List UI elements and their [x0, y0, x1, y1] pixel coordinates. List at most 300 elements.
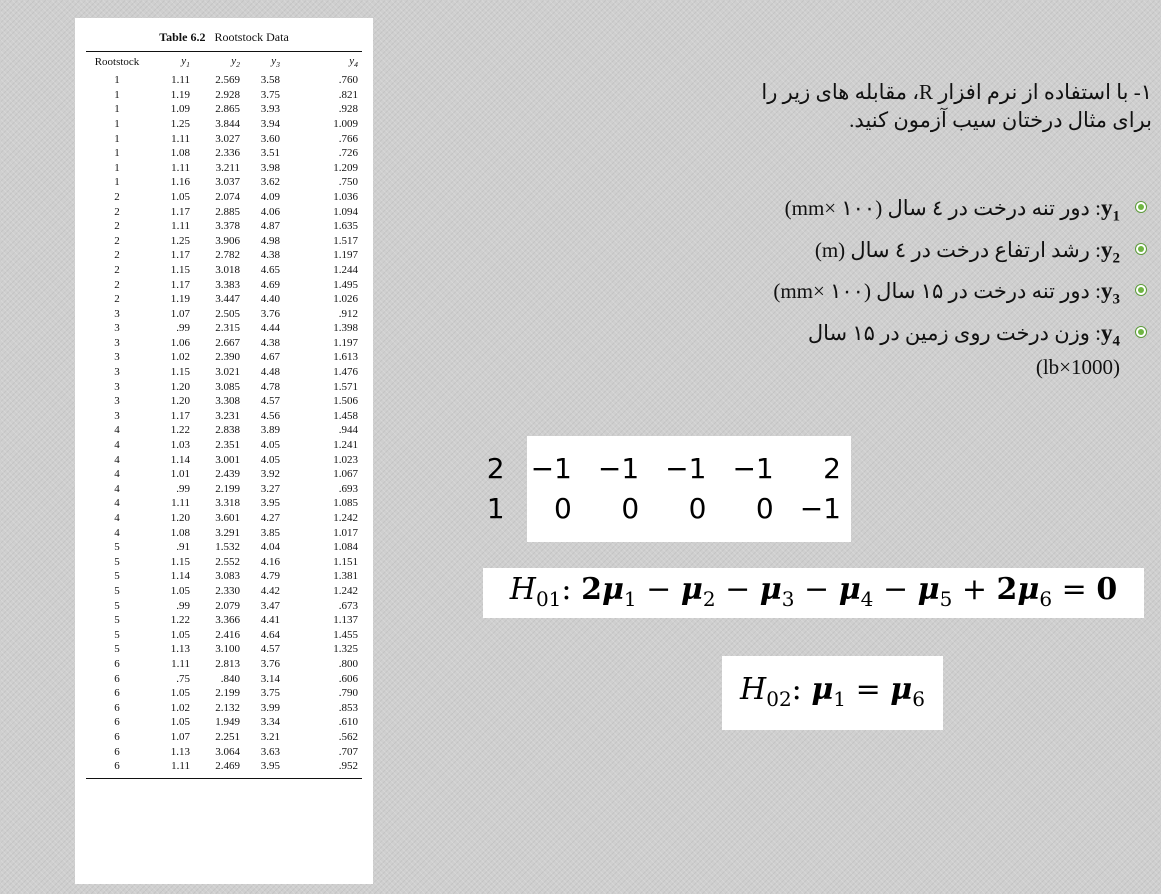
table-cell: 4.40	[260, 293, 280, 306]
table-cell: 3	[114, 351, 120, 364]
table-row	[86, 467, 362, 482]
table-row	[86, 219, 362, 234]
table-cell: 1	[114, 103, 120, 116]
exercise-instruction	[600, 78, 1152, 134]
table-cell: 2.469	[215, 760, 240, 773]
table-cell: 1.13	[170, 745, 190, 758]
table-cell: .840	[220, 672, 240, 685]
table-row	[86, 555, 362, 570]
table-row	[86, 613, 362, 628]
table-cell: 3.037	[215, 176, 240, 189]
table-cell: 4.56	[260, 409, 280, 422]
table-cell: 6	[114, 760, 120, 773]
table-cell: 4.16	[260, 555, 280, 568]
header-y2: $y_2$	[231, 55, 240, 70]
table-row	[86, 365, 362, 380]
table-cell: 3.383	[215, 278, 240, 291]
table-cell: 3.308	[215, 395, 240, 408]
table-cell: 1.613	[333, 351, 358, 364]
table-row	[86, 161, 362, 176]
table-cell: 4	[114, 497, 120, 510]
table-cell: 1.15	[170, 555, 190, 568]
table-cell: 1.197	[333, 249, 358, 262]
table-row	[86, 701, 362, 716]
table-cell: 5	[114, 584, 120, 597]
table-cell: 2.885	[215, 205, 240, 218]
table-cell: 1.084	[333, 541, 358, 554]
instruction-line-2: برای مثال درختان سیب آزمون کنید.	[849, 108, 1152, 132]
table-cell: 3.001	[215, 453, 240, 466]
table-cell: 3	[114, 409, 120, 422]
table-cell: 1	[114, 132, 120, 145]
table-cell: .821	[338, 88, 358, 101]
variable-description-unit: (lb×1000)	[1035, 355, 1120, 380]
table-row	[86, 350, 362, 365]
table-cell: 5	[114, 614, 120, 627]
table-cell: 3.366	[215, 614, 240, 627]
table-cell: 1.11	[171, 497, 190, 510]
table-cell: 1.151	[333, 555, 358, 568]
table-cell: .928	[338, 103, 358, 116]
table-row	[86, 730, 362, 745]
table-cell: 1.517	[333, 234, 358, 247]
variable-description: : دور تنه درخت در ٤ سال (mm× ۱۰۰)	[784, 196, 1101, 220]
hypothesis-h01-box	[483, 568, 1144, 618]
table-cell: 1.11	[171, 760, 190, 773]
table-cell: 2.199	[215, 482, 240, 495]
table-row	[86, 117, 362, 132]
table-cell: 1.094	[333, 205, 358, 218]
table-cell: 1.398	[333, 322, 358, 335]
table-row	[86, 482, 362, 497]
table-cell: 6	[114, 745, 120, 758]
table-cell: 4.38	[260, 336, 280, 349]
table-cell: 1.242	[333, 512, 358, 524]
table-cell: 1.20	[170, 380, 190, 393]
table-row	[86, 73, 362, 88]
table-title: Rootstock Data	[214, 30, 289, 44]
table-cell: .790	[338, 687, 358, 700]
table-cell: 4	[114, 468, 120, 481]
table-cell: 3.601	[215, 512, 240, 524]
table-cell: 2	[114, 278, 120, 291]
table-cell: 1.22	[170, 424, 190, 437]
table-cell: 2.199	[215, 687, 240, 700]
table-row	[86, 102, 362, 117]
table-cell: 2.074	[215, 190, 240, 203]
table-cell: 1.13	[170, 643, 190, 656]
table-cell: 1.11	[171, 220, 190, 233]
table-cell: 2	[114, 263, 120, 276]
table-row	[86, 423, 362, 438]
table-cell: 3	[114, 322, 120, 335]
table-cell: 4.98	[260, 234, 280, 247]
table-cell: .606	[338, 672, 358, 685]
table-cell: 1.325	[333, 643, 358, 656]
table-cell: 3.85	[260, 526, 280, 539]
header-y3: $y_3$	[271, 55, 280, 70]
table-cell: 2	[114, 234, 120, 247]
table-cell: 4.44	[260, 322, 280, 335]
table-cell: 2.569	[215, 74, 240, 87]
table-cell: 2	[114, 249, 120, 262]
table-cell: 3.844	[215, 117, 240, 130]
table-row	[86, 569, 362, 584]
table-cell: 4.67	[260, 351, 280, 364]
table-cell: 1.19	[170, 293, 190, 306]
table-row	[86, 234, 362, 249]
table-cell: .610	[338, 716, 358, 729]
table-cell: 3.89	[260, 424, 280, 437]
table-cell: 3.211	[215, 161, 240, 174]
table-row	[86, 599, 362, 614]
table-cell: 3.14	[260, 672, 280, 685]
table-cell: 4.87	[260, 220, 280, 233]
table-cell: 1.19	[170, 88, 190, 101]
matrix-cell: −1	[665, 451, 707, 485]
table-cell: 1.17	[170, 278, 190, 291]
table-cell: 3	[114, 395, 120, 408]
header-rootstock: Rootstock	[94, 56, 140, 69]
table-cell: 4	[114, 453, 120, 466]
table-row	[86, 336, 362, 351]
matrix-row-1	[487, 448, 841, 488]
table-cell: 1.023	[333, 453, 358, 466]
variable-item-y3	[560, 278, 1150, 313]
table-cell: 1.017	[333, 526, 358, 539]
matrix-cell: 0	[621, 491, 640, 525]
table-cell: 1.05	[170, 584, 190, 597]
table-cell: 4.38	[260, 249, 280, 262]
table-cell: 6	[114, 730, 120, 743]
table-cell: 3	[114, 307, 120, 320]
table-cell: 2	[114, 190, 120, 203]
table-cell: 1.11	[171, 161, 190, 174]
table-cell: 1.067	[333, 468, 358, 481]
table-rule-bottom	[86, 778, 362, 779]
variable-item-y1	[560, 195, 1150, 230]
table-cell: 1	[114, 161, 120, 174]
matrix-row-2	[487, 488, 841, 528]
table-cell: 1.242	[333, 584, 358, 597]
table-cell: 3.75	[260, 88, 280, 101]
table-cell: 2.251	[215, 730, 240, 743]
table-cell: 1.07	[170, 307, 190, 320]
contrast-matrix	[487, 448, 841, 528]
table-cell: 2.865	[215, 103, 240, 116]
table-cell: 1.15	[170, 263, 190, 276]
table-cell: 2.390	[215, 351, 240, 364]
table-cell: 4.79	[260, 570, 280, 583]
table-cell: 2	[114, 220, 120, 233]
table-cell: 1.02	[170, 351, 190, 364]
table-cell: 1.506	[333, 395, 358, 408]
rootstock-data-table	[86, 52, 362, 774]
table-cell: 1.14	[170, 453, 190, 466]
table-cell: 2	[114, 205, 120, 218]
table-cell: 2.351	[215, 439, 240, 452]
table-row	[86, 394, 362, 409]
table-cell: 1.14	[170, 570, 190, 583]
table-cell: 3.447	[215, 293, 240, 306]
table-cell: 4.09	[260, 190, 280, 203]
instruction-line-1: ۱- با استفاده از نرم افزار R، مقابله های زیر را	[761, 80, 1152, 104]
table-row	[86, 292, 362, 307]
matrix-cell: 0	[688, 491, 707, 525]
table-row	[86, 248, 362, 263]
table-cell: .673	[338, 599, 358, 612]
table-cell: 4	[114, 526, 120, 539]
bullet-icon	[1135, 243, 1147, 255]
table-cell: 5	[114, 555, 120, 568]
table-cell: 3.47	[260, 599, 280, 612]
table-cell: 2.667	[215, 336, 240, 349]
table-cell: 1.17	[170, 205, 190, 218]
table-cell: 3.100	[215, 643, 240, 656]
table-cell: 6	[114, 701, 120, 714]
table-row	[86, 642, 362, 657]
table-cell: 3.291	[215, 526, 240, 539]
table-cell: 3.98	[260, 161, 280, 174]
table-cell: 1.11	[171, 74, 190, 87]
table-cell: 1.495	[333, 278, 358, 291]
table-cell: 4.69	[260, 278, 280, 291]
table-cell: 1.05	[170, 687, 190, 700]
table-cell: 1.03	[170, 439, 190, 452]
table-cell: .760	[338, 74, 358, 87]
table-cell: 2.416	[215, 628, 240, 641]
table-cell: 1.09	[170, 103, 190, 116]
table-body	[86, 73, 362, 774]
table-cell: 5	[114, 541, 120, 554]
table-cell: 3.94	[260, 117, 280, 130]
table-row	[86, 278, 362, 293]
table-cell: .952	[338, 760, 358, 773]
bullet-icon	[1135, 284, 1147, 296]
table-row	[86, 146, 362, 161]
matrix-cell: 0	[755, 491, 774, 525]
header-y4: $y_4$	[349, 55, 358, 70]
table-cell: 1.15	[170, 366, 190, 379]
table-number: Table 6.2	[159, 30, 206, 44]
table-cell: 1.05	[170, 716, 190, 729]
table-cell: 2.079	[215, 599, 240, 612]
table-cell: 1.08	[170, 147, 190, 160]
table-cell: 3	[114, 336, 120, 349]
table-cell: 3.76	[260, 307, 280, 320]
table-cell: 2.552	[215, 555, 240, 568]
bullet-icon	[1135, 326, 1147, 338]
table-cell: 3.021	[215, 366, 240, 379]
table-cell: 1.571	[333, 380, 358, 393]
matrix-cell: 2	[823, 451, 841, 485]
hypothesis-h01: $H_{01}$: $2\mu_1 - \mu_2 - \mu_3 - \mu_4 - \mu_5 + 2\mu_6 = 0$	[509, 572, 1118, 611]
table-cell: 4.57	[260, 643, 280, 656]
table-cell: 3.99	[260, 701, 280, 714]
table-cell: 4.05	[260, 453, 280, 466]
table-cell: 3.085	[215, 380, 240, 393]
table-cell: 1.01	[170, 468, 190, 481]
table-cell: 5	[114, 599, 120, 612]
table-header-row	[86, 52, 362, 73]
table-cell: .944	[338, 424, 358, 437]
table-cell: 1.026	[333, 293, 358, 306]
table-cell: 4.64	[260, 628, 280, 641]
table-cell: 3.064	[215, 745, 240, 758]
table-cell: 3.34	[260, 716, 280, 729]
table-row	[86, 380, 362, 395]
table-row	[86, 628, 362, 643]
table-row	[86, 745, 362, 760]
table-row	[86, 511, 362, 526]
table-cell: 4.41	[260, 614, 280, 627]
table-cell: 1.02	[170, 701, 190, 714]
variable-list	[560, 195, 1150, 387]
table-row	[86, 321, 362, 336]
table-row	[86, 409, 362, 424]
table-cell: 4	[114, 482, 120, 495]
table-cell: 4.57	[260, 395, 280, 408]
table-cell: 1.244	[333, 263, 358, 276]
variable-name: $y_4$	[1101, 319, 1120, 350]
table-cell: 1.11	[171, 657, 190, 670]
table-cell: 1.17	[170, 409, 190, 422]
table-cell: 1	[114, 74, 120, 87]
table-cell: 4.04	[260, 541, 280, 554]
table-cell: .693	[338, 482, 358, 495]
table-cell: 1.25	[170, 117, 190, 130]
matrix-cell: −1	[597, 451, 640, 485]
table-cell: .800	[338, 657, 358, 670]
hypothesis-h02: $H_{02}$: $\mu_1 = \mu_6$	[740, 672, 925, 711]
table-cell: 1.532	[215, 541, 240, 554]
table-row	[86, 307, 362, 322]
table-cell: 6	[114, 657, 120, 670]
table-cell: 1.241	[333, 439, 358, 452]
table-cell: 3	[114, 380, 120, 393]
header-y1: $y_1$	[181, 55, 190, 70]
variable-description: : وزن درخت روی زمین در ۱۵ سال	[807, 320, 1101, 345]
table-cell: 1	[114, 147, 120, 160]
table-cell: .91	[176, 541, 190, 554]
table-cell: 1.458	[333, 409, 358, 422]
table-cell: 1.455	[333, 628, 358, 641]
table-cell: 3.58	[260, 74, 280, 87]
table-cell: 1.17	[170, 249, 190, 262]
table-cell: 4.48	[260, 366, 280, 379]
table-cell: 4	[114, 512, 120, 524]
table-cell: 2.782	[215, 249, 240, 262]
table-row	[86, 132, 362, 147]
table-cell: .99	[176, 599, 190, 612]
table-cell: 1.07	[170, 730, 190, 743]
table-cell: 4.27	[260, 512, 280, 524]
table-cell: 1.22	[170, 614, 190, 627]
table-cell: 1	[114, 176, 120, 189]
table-cell: 3.231	[215, 409, 240, 422]
matrix-cell: 1	[486, 491, 505, 525]
table-row	[86, 263, 362, 278]
variable-description: : دور تنه درخت در ۱۵ سال (mm× ۱۰۰)	[773, 279, 1101, 304]
table-row	[86, 88, 362, 103]
matrix-cell: 0	[554, 491, 572, 525]
table-cell: 2.505	[215, 307, 240, 320]
table-cell: 1.08	[170, 526, 190, 539]
contrast-matrix-box	[486, 436, 851, 542]
table-row	[86, 686, 362, 701]
table-cell: 1.476	[333, 366, 358, 379]
table-cell: 3.51	[260, 147, 280, 160]
table-row	[86, 205, 362, 220]
variable-name: $y_1$	[1101, 195, 1120, 225]
table-cell: 1.05	[170, 190, 190, 203]
table-cell: 3.27	[260, 482, 280, 495]
table-row	[86, 190, 362, 205]
table-cell: 3.95	[260, 497, 280, 510]
table-cell: 1.20	[170, 512, 190, 524]
table-cell: 3.76	[260, 657, 280, 670]
table-cell: 1.085	[333, 497, 358, 510]
table-cell: 2.132	[215, 701, 240, 714]
table-cell: .99	[176, 322, 190, 335]
table-cell: 1.06	[170, 336, 190, 349]
table-cell: 4.42	[260, 584, 280, 597]
table-row	[86, 715, 362, 730]
table-cell: 2.439	[215, 468, 240, 481]
table-cell: 1	[114, 88, 120, 101]
table-cell: 6	[114, 672, 120, 685]
hypothesis-h02-box	[722, 656, 943, 730]
table-row	[86, 526, 362, 541]
table-row	[86, 584, 362, 599]
table-cell: 2.315	[215, 322, 240, 335]
table-cell: 1.036	[333, 190, 358, 203]
table-cell: .726	[338, 147, 358, 160]
table-cell: 5	[114, 628, 120, 641]
table-cell: 1.11	[171, 132, 190, 145]
table-cell: .766	[338, 132, 358, 145]
matrix-cell: −1	[799, 491, 841, 525]
table-cell: 1.949	[215, 716, 240, 729]
table-caption	[86, 30, 362, 45]
table-cell: 3.318	[215, 497, 240, 510]
table-cell: .99	[176, 482, 190, 495]
table-cell: 1.05	[170, 628, 190, 641]
table-cell: 4	[114, 424, 120, 437]
table-cell: 3	[114, 366, 120, 379]
table-cell: 3.93	[260, 103, 280, 116]
table-cell: 3.62	[260, 176, 280, 189]
table-cell: 2.330	[215, 584, 240, 597]
table-cell: 4.05	[260, 439, 280, 452]
table-row	[86, 496, 362, 511]
table-cell: .562	[338, 730, 358, 743]
variable-description: : رشد ارتفاع درخت در ٤ سال (m)	[814, 237, 1101, 262]
table-row	[86, 657, 362, 672]
table-cell: 2.928	[215, 88, 240, 101]
table-row	[86, 672, 362, 687]
table-cell: 3.083	[215, 570, 240, 583]
table-cell: 4.78	[260, 380, 280, 393]
table-cell: 1.197	[333, 336, 358, 349]
table-cell: 3.92	[260, 468, 280, 481]
table-cell: 3.63	[260, 745, 280, 758]
table-cell: 3.906	[215, 234, 240, 247]
table-cell: 1.009	[333, 117, 358, 130]
table-cell: 4.65	[260, 263, 280, 276]
table-cell: 3.027	[215, 132, 240, 145]
table-cell: 1.137	[333, 614, 358, 627]
